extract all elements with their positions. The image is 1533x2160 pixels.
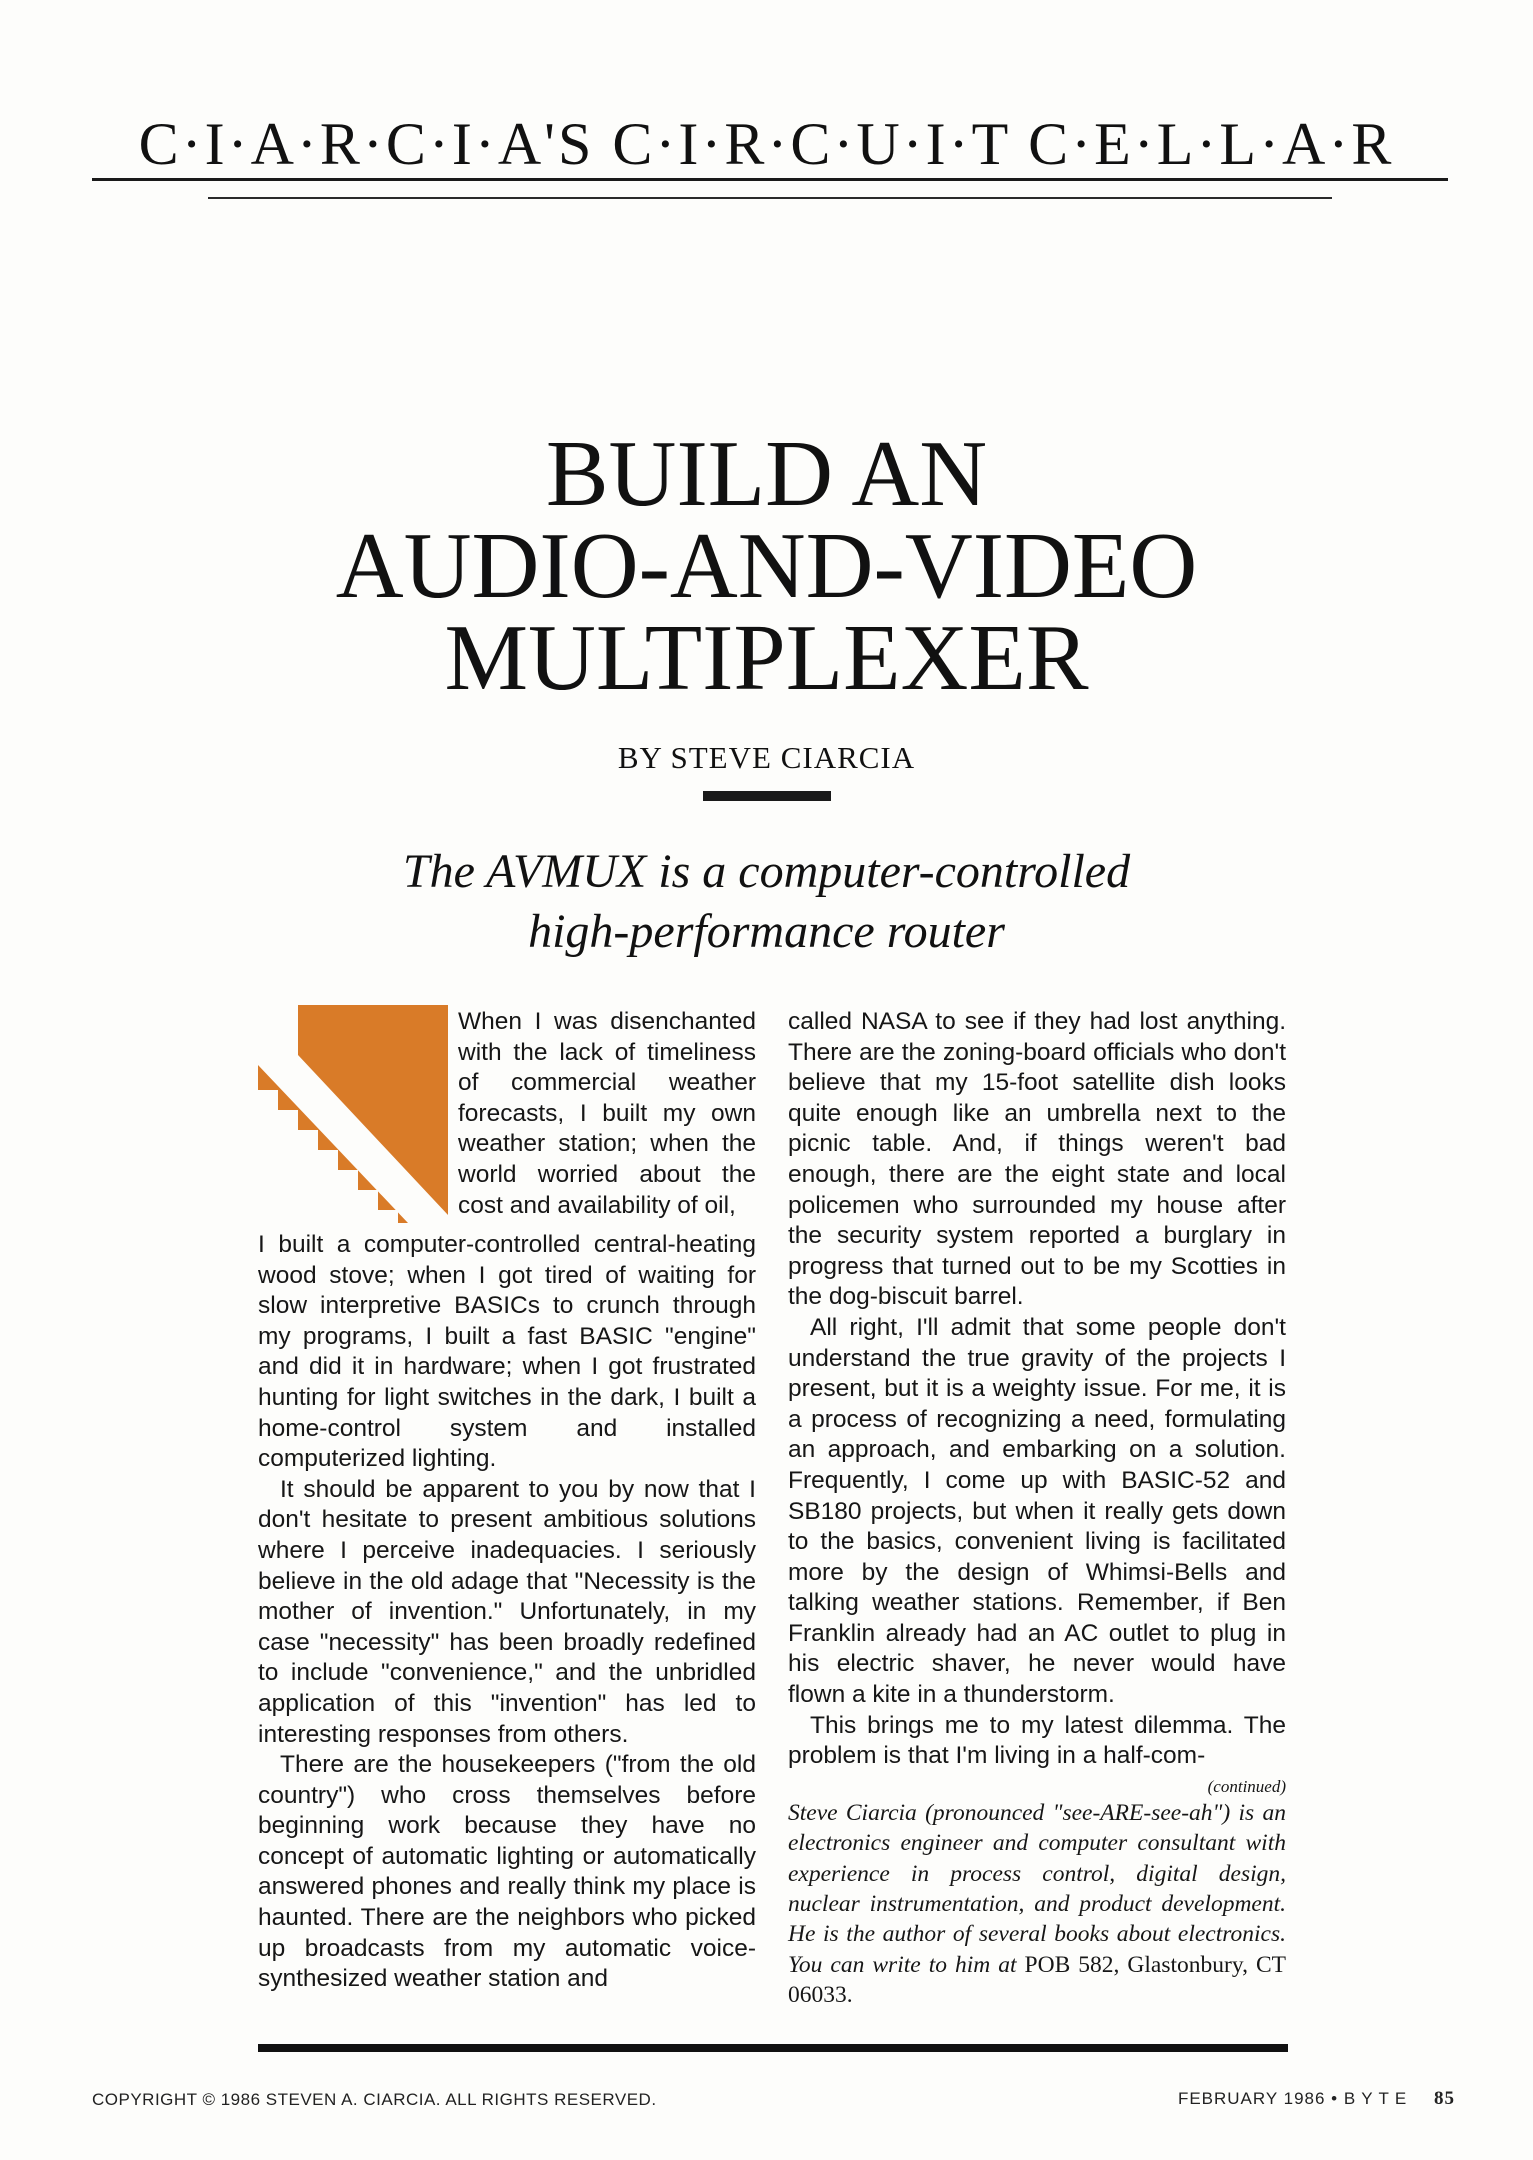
paragraph: I built a computer-controlled central-heating wood stove; when I got tired of waiting for slow interpretive BASICs to crunch through my programs, I built a fast BASIC "engine" and did it in hardware; when I got frustrated hunting for light switches in the dark, I built a home-control system and installed computerized lighting. <box>258 1231 756 1473</box>
continued-note: (continued) <box>1207 1776 1286 1796</box>
dropcap-stairs-icon <box>258 1005 448 1223</box>
header-rule-secondary <box>208 197 1332 199</box>
author-address: POB 582, Glastonbury, CT 06033. <box>788 1951 1286 2009</box>
section-title: C·I·A·R·C·I·A'S C·I·R·C·U·I·T C·E·L·L·A·R <box>138 111 1395 177</box>
paragraph: All right, I'll admit that some people don't understand the true gravity of the projects I present, but it is a weighty issue. For me, it is a process of recognizing a need, formulating an approach, and embarking on a solution. Frequently, I come up with BASIC-52 and SB180 projects, but when it really gets down to the basics, convenient living is facilitated more by the design of Whimsi-Bells and talking weather stations. Remember, if Ben Franklin already had an AC outlet to plug in his electric shaver, he never would have flown a kite in a thunderstorm. <box>788 1313 1286 1709</box>
paragraph: It should be apparent to you by now that I don't hesitate to present ambitious solutions where I perceive inadequacies. I seriously believe in the old adage that "Necessity is the mother of invention." Unfortunately, in my case "necessity" has been broadly redefined to include "convenience," and the unbridled application of this "invention" has led to interesting responses from others. <box>258 1475 756 1748</box>
article-deck <box>300 842 1233 962</box>
issue-date: FEBRUARY 1986 • <box>1177 2089 1339 2108</box>
paragraph: There are the housekeepers ("from the old country") who cross themselves before beginning work because they have no concept of automatic lighting or automatically answered phones and really think my place is haunted. There are the neighbors who picked up broadcasts from my automatic voice-synthesized weather station and <box>258 1751 756 1993</box>
bottom-rule <box>258 2044 1288 2052</box>
author-bio <box>788 1798 1286 2011</box>
paragraph: When I was disenchanted with the lack of timeliness of commercial weather forecasts, I built my own weather station; when the world worried about the cost and availability of oil, <box>458 1008 756 1219</box>
column-2 <box>788 1007 1286 2011</box>
article-title-line: AUDIO-AND-VIDEO <box>335 514 1198 618</box>
paragraph: called NASA to see if they had lost anything. There are the zoning-board officials who don't believe that my 15-foot satellite dish looks quite enough like an umbrella next to the picnic table. And, if things weren't bad enough, there are the eight state and local policemen who surrounded my house after the security system reported a burglary in progress that turned out to be my Scotties in the dog-biscuit barrel. <box>788 1008 1286 1311</box>
header-rule <box>92 178 1448 181</box>
paragraph: This brings me to my latest dilemma. The problem is that I'm living in a half-com- <box>788 1711 1286 1770</box>
column-1-intro <box>458 1007 756 1221</box>
byline-divider <box>703 791 831 801</box>
magazine-name: BYTE <box>1343 2089 1413 2108</box>
author-bio-text: Steve Ciarcia (pronounced "see-ARE-see-ah") is an electronics engineer and computer consultant with experience in process control, digital design, nuclear instrumentation, and product development. He is the author of several books about electronics. You can write to him at <box>788 1799 1286 1978</box>
deck-line: The AVMUX is a computer-controlled <box>402 845 1131 898</box>
article-title-line: MULTIPLEXER <box>444 606 1089 710</box>
deck-line: high-performance router <box>528 905 1005 958</box>
article-title-line: BUILD AN <box>545 422 988 526</box>
column-1 <box>258 1230 756 1995</box>
page-number: 85 <box>1434 2088 1455 2109</box>
byline: BY STEVE CIARCIA <box>617 740 916 775</box>
article-title <box>200 422 1333 710</box>
dropcap-w-graphic <box>258 1005 448 1223</box>
page-footer <box>1178 2088 1455 2110</box>
copyright-notice: COPYRIGHT © 1986 STEVEN A. CIARCIA. ALL RIGHTS RESERVED. <box>92 2090 657 2109</box>
